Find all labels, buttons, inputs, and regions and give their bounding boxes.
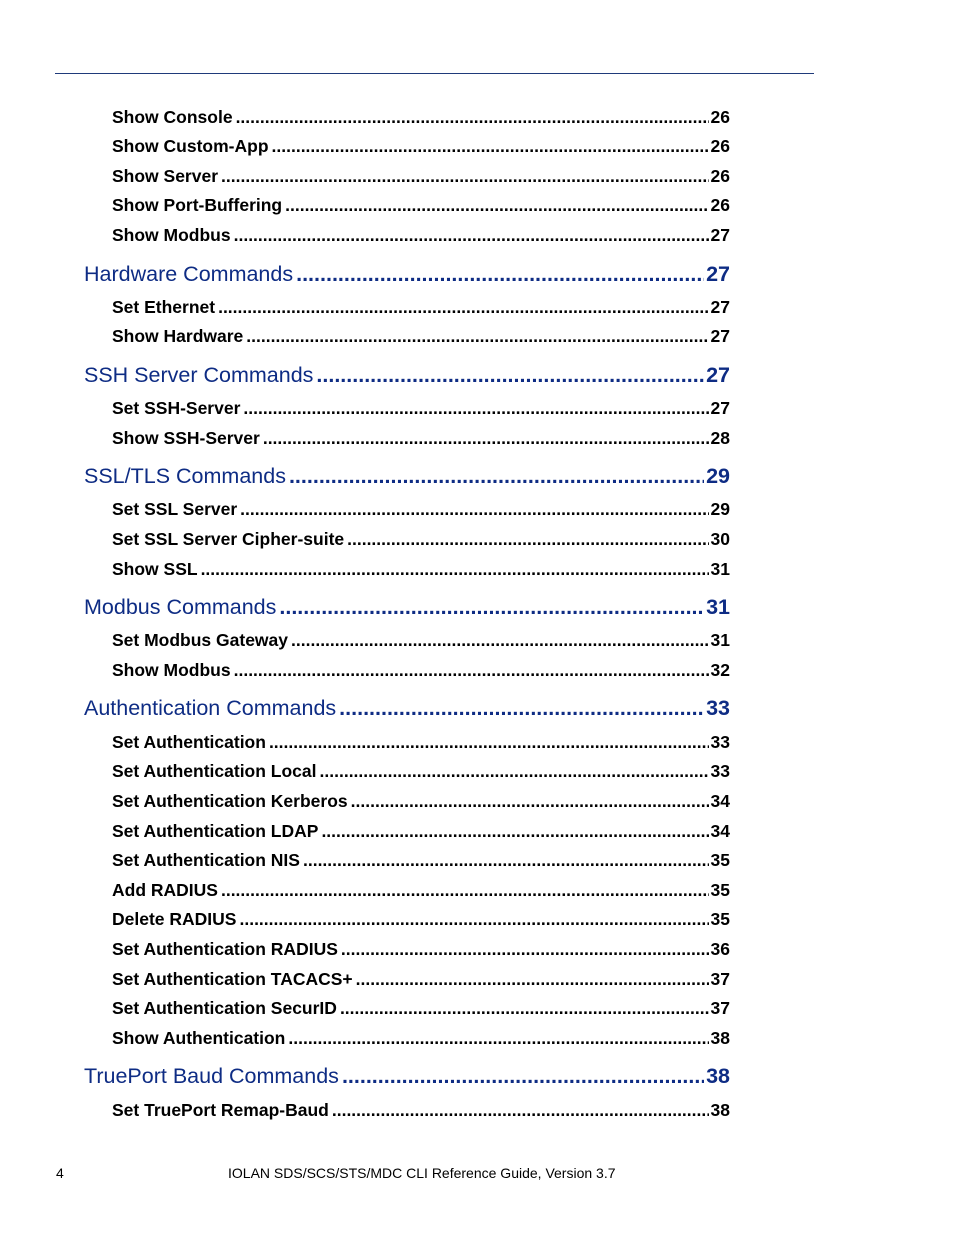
dot-leader [316,363,704,388]
toc-entry[interactable] [112,630,730,651]
toc-entry[interactable] [112,166,730,187]
toc-entry[interactable] [112,428,730,449]
toc-entry-title: Delete RADIUS [112,909,237,929]
toc-entry[interactable] [112,398,730,419]
toc-entry-page: 35 [710,880,730,900]
toc-entry-page: 31 [710,559,730,579]
toc-entry[interactable] [112,761,730,782]
dot-leader [243,398,708,419]
dot-leader [339,696,704,721]
toc-entry[interactable] [112,791,730,812]
dot-leader [321,821,708,842]
dot-leader [246,326,708,347]
toc-entry[interactable] [112,850,730,871]
toc-entry-page: 32 [710,660,730,680]
toc-entry[interactable] [112,660,730,681]
dot-leader [347,529,708,550]
dot-leader [303,850,709,871]
footer-document-title: IOLAN SDS/SCS/STS/MDC CLI Reference Guide, Version 3.7 [228,1165,616,1181]
dot-leader [332,1100,709,1121]
dot-leader [221,880,709,901]
toc-entry[interactable] [112,529,730,550]
toc-entry-page: 34 [710,791,730,811]
toc-entry[interactable] [112,326,730,347]
toc-entry-title: Set Ethernet [112,297,216,317]
toc-entry-title: Show Authentication [112,1028,286,1048]
dot-leader [289,464,704,489]
toc-entry-page: 38 [706,1064,730,1088]
toc-entry[interactable] [112,225,730,246]
toc-entry-page: 26 [710,107,730,127]
toc-entry-page: 31 [706,595,730,619]
toc-entry-page: 33 [706,696,730,720]
toc-section-entry[interactable] [84,363,730,388]
dot-leader [356,969,709,990]
toc-entry[interactable] [112,136,730,157]
toc-section-entry[interactable] [84,464,730,489]
toc-entry-page: 28 [710,428,730,448]
dot-leader [288,1028,708,1049]
toc-section-entry[interactable] [84,1064,730,1089]
dot-leader [218,297,708,318]
toc-entry-title: Show Custom-App [112,136,269,156]
toc-entry-page: 29 [710,499,730,519]
toc-entry-page: 27 [710,398,730,418]
toc-entry-page: 29 [706,464,730,488]
dot-leader [234,225,709,246]
toc-entry-title: Set Authentication SecurID [112,998,337,1018]
toc-entry[interactable] [112,909,730,930]
dot-leader [279,595,704,620]
toc-entry-title: Set Authentication NIS [112,850,300,870]
toc-entry-page: 26 [710,195,730,215]
toc-entry-page: 26 [710,166,730,186]
toc-entry[interactable] [112,939,730,960]
toc-entry-title: Show SSH-Server [112,428,260,448]
toc-entry[interactable] [112,559,730,580]
toc-entry-title: Show Port-Buffering [112,195,283,215]
toc-entry-page: 35 [710,850,730,870]
toc-entry-title: Set Authentication Kerberos [112,791,348,811]
toc-entry-page: 37 [710,969,730,989]
toc-entry[interactable] [112,499,730,520]
toc-entry-title: Set Authentication RADIUS [112,939,338,959]
header-rule [55,73,814,74]
toc-entry-title: Modbus Commands [84,595,277,619]
toc-entry-title: Set Authentication LDAP [112,821,319,841]
toc-entry-page: 30 [710,529,730,549]
toc-entry-title: TruePort Baud Commands [84,1064,339,1088]
dot-leader [221,166,709,187]
toc-section-entry[interactable] [84,696,730,721]
toc-entry-title: Show Server [112,166,219,186]
dot-leader [201,559,709,580]
toc-entry-title: Set SSL Server [112,499,238,519]
toc-entry[interactable] [112,195,730,216]
toc-entry-title: Add RADIUS [112,880,218,900]
footer-page-number: 4 [56,1165,64,1181]
toc-entry-title: Set Authentication TACACS+ [112,969,353,989]
dot-leader [341,939,709,960]
toc-entry-page: 27 [710,297,730,317]
toc-entry-title: Authentication Commands [84,696,337,720]
dot-leader [269,732,709,753]
toc-entry-page: 31 [710,630,730,650]
dot-leader [285,195,708,216]
toc-entry-title: Set SSL Server Cipher-suite [112,529,345,549]
toc-entry-page: 33 [710,732,730,752]
toc-entry-title: Set Authentication Local [112,761,317,781]
toc-entry[interactable] [112,297,730,318]
toc-entry-title: Show Modbus [112,660,231,680]
toc-entry-title: Set TruePort Remap-Baud [112,1100,329,1120]
toc-section-entry[interactable] [84,262,730,287]
dot-leader [272,136,709,157]
toc-entry-page: 26 [710,136,730,156]
toc-entry-title: Hardware Commands [84,262,294,286]
toc-section-entry[interactable] [84,595,730,620]
dot-leader [342,1064,704,1089]
toc-entry-page: 27 [706,262,730,286]
dot-leader [320,761,709,782]
toc-entry-title: Show Modbus [112,225,231,245]
toc-entry[interactable] [112,880,730,901]
toc-entry[interactable] [112,969,730,990]
toc-entry-page: 27 [710,225,730,245]
toc-entry-page: 36 [710,939,730,959]
toc-entry-page: 38 [710,1100,730,1120]
toc-entry-page: 38 [710,1028,730,1048]
toc-entry[interactable] [112,998,730,1019]
toc-entry[interactable] [112,821,730,842]
toc-entry-title: SSL/TLS Commands [84,464,286,488]
toc-entry-page: 34 [710,821,730,841]
toc-entry[interactable] [112,732,730,753]
dot-leader [291,630,709,651]
dot-leader [234,660,709,681]
toc-entry-title: Set SSH-Server [112,398,241,418]
dot-leader [239,909,708,930]
dot-leader [340,998,709,1019]
toc-entry-page: 33 [710,761,730,781]
dot-leader [296,262,704,287]
toc-entry-title: Show Console [112,107,233,127]
toc-entry-title: SSH Server Commands [84,363,314,387]
dot-leader [351,791,709,812]
toc-entry-title: Show SSL [112,559,198,579]
dot-leader [236,107,709,128]
toc-entry-page: 27 [706,363,730,387]
toc-entry[interactable] [112,1100,730,1121]
dot-leader [263,428,709,449]
toc-entry[interactable] [112,1028,730,1049]
toc-entry-title: Set Authentication [112,732,266,752]
dot-leader [240,499,708,520]
toc-entry[interactable] [112,107,730,128]
toc-entry-page: 27 [710,326,730,346]
toc-entry-title: Show Hardware [112,326,244,346]
toc-entry-title: Set Modbus Gateway [112,630,289,650]
toc-entry-page: 35 [710,909,730,929]
toc-entry-page: 37 [710,998,730,1018]
